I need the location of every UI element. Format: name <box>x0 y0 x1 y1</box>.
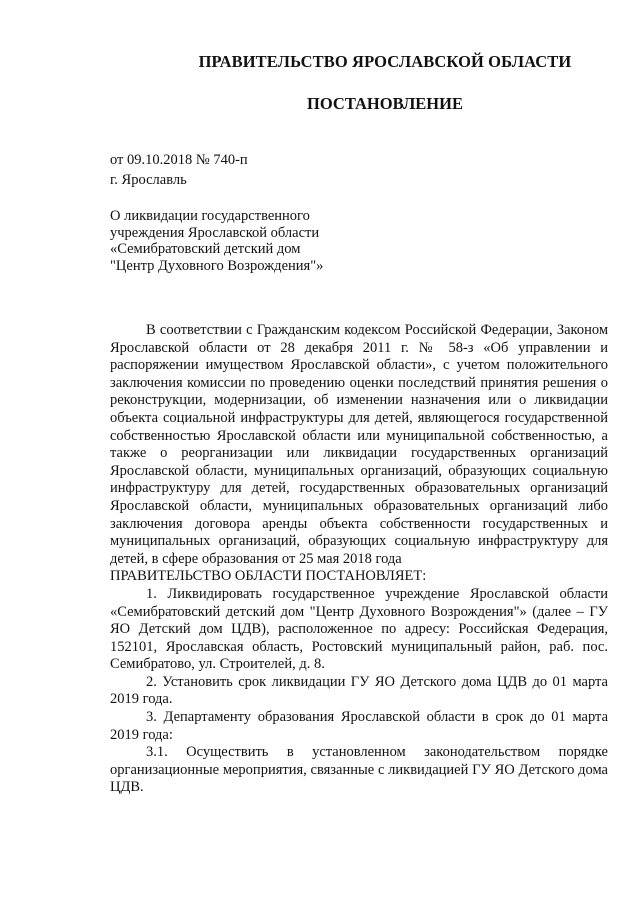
preamble-paragraph: В соответствии с Гражданским кодексом Российской Федерации, Законом Ярославской области от 28 декабря 2011 г. № 58-з «Об управлении и распоряжении имуществом Ярославской области», с учетом положительного заключения комиссии по проведению оценки последствий принятия решения о реконструкции, модернизации, об изменении назначения или о ликвидации объекта социальной инфраструктуры для детей, являющегося государственной собственностью Ярославской области или муниципальной собственностью, а также о реорганизации или ликвидации государственных организаций Ярославской области, муниципальных организаций, образующих социальную инфраструктуру для детей, государственных образовательных организаций Ярославской области, муниципальных образовательных организаций либо заключения договора аренды объекта собственности государственных и муниципальных организаций, образующих социальную инфраструктуру для детей, в сфере образования от 25 мая 2018 года <box>110 322 608 567</box>
document-type: ПОСТАНОВЛЕНИЕ <box>307 94 463 113</box>
government-title: ПРАВИТЕЛЬСТВО ЯРОСЛАВСКОЙ ОБЛАСТИ <box>198 52 572 71</box>
clause-1: 1. Ликвидировать государственное учреждение Ярославской области «Семибратовский детский дом "Центр Духовного Возрождения"» (далее – ГУ ЯО Детский дом ЦДВ), расположенное по адресу: Российская Федерация, 152101, Ярославская область, Ростовский муниципальный район, раб. пос. Семибратово, ул. Строителей, д. 8. <box>110 585 608 673</box>
document-subject <box>110 208 390 274</box>
subject-line: О ликвидации государственного <box>110 208 310 224</box>
document-body <box>110 322 608 797</box>
clause-3-1: 3.1. Осуществить в установленном законодательством порядке организационные мероприятия, связанные с ликвидацией ГУ ЯО Детского дома ЦДВ. <box>110 744 608 796</box>
subject-line: "Центр Духовного Возрождения"» <box>110 257 324 274</box>
subject-line: учреждения Ярославской области <box>110 224 320 241</box>
clause-2: 2. Установить срок ликвидации ГУ ЯО Детского дома ЦДВ до 01 марта 2019 года. <box>110 673 608 708</box>
date-and-number: от 09.10.2018 № 740-п <box>110 152 248 168</box>
subject-line: «Семибратовский детский дом <box>110 241 301 257</box>
clause-3: 3. Департаменту образования Ярославской области в срок до 01 марта 2019 года: <box>110 709 608 743</box>
document-meta <box>110 150 248 190</box>
resolve-statement: ПРАВИТЕЛЬСТВО ОБЛАСТИ ПОСТАНОВЛЯЕТ: <box>110 568 427 585</box>
city: г. Ярославль <box>110 172 187 188</box>
